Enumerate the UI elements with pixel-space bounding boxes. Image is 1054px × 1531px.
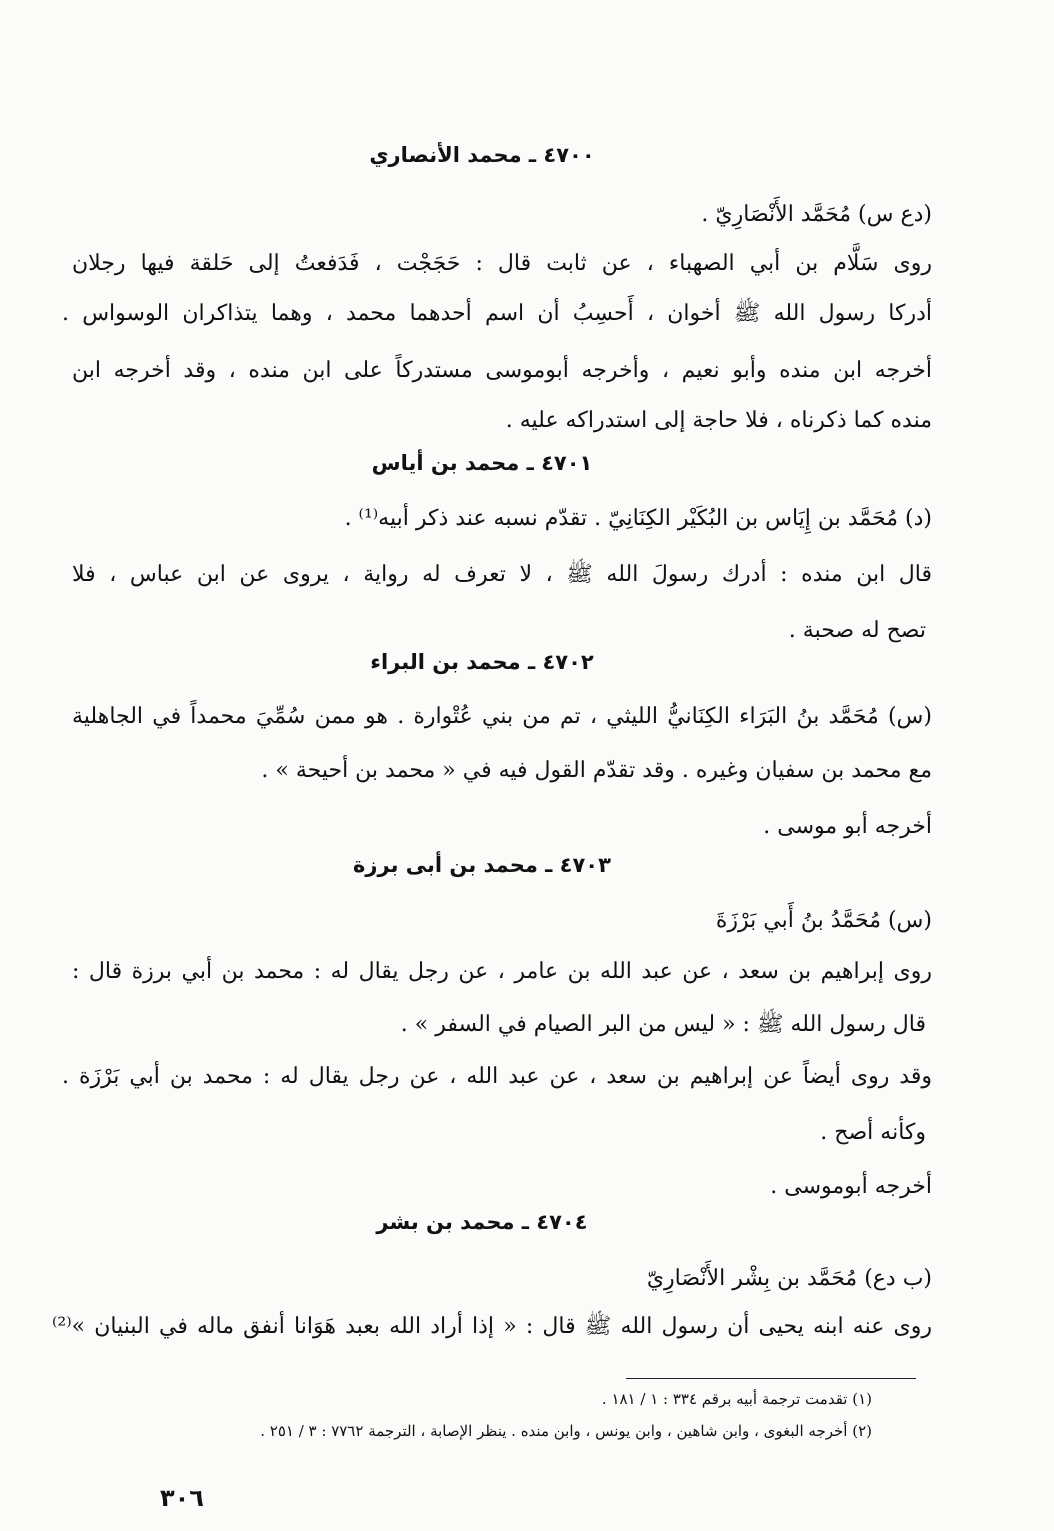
entry-4700-line-3: أدركا رسول الله ﷺ أخوان ، أَحسِبُ أن اسم أحدهما محمد ، وهما يتذاكران الوسواس . — [62, 301, 932, 326]
entry-4700-line-2: روى سَلَّام بن أبي الصهباء ، عن ثابت قال : حَجَجْت ، فَدَفعتُ إلى حَلقة فيها رجلان — [72, 251, 932, 276]
entry-4704-line-1: (ب دع) مُحَمَّد بن بِشْر الأَنْصَارِيّ — [646, 1266, 932, 1291]
footnote-separator — [626, 1378, 916, 1379]
page-number: ٣٠٦ — [160, 1484, 204, 1512]
entry-4702-line-1: (س) مُحَمَّد بنُ البَرَاء الكِنَانيُّ الليثي ، تم من بني عُتْوارة . هو ممن سُمِّيَ محمداً في الجاهلية — [72, 704, 932, 729]
entry-4704-line-2: روى عنه ابنه يحيى أن رسول الله ﷺ قال : « إذا أراد الله بعبد هَوَانا أنفق ماله في البنيان »⁽²⁾ — [52, 1314, 932, 1339]
entry-4701-line-1: (د) مُحَمَّد بن إِيَاس بن البُكَيْر الكِنَانِيّ . تقدّم نسبه عند ذكر أبيه⁽¹⁾ . — [344, 506, 932, 531]
entry-4702-line-2: مع محمد بن سفيان وغيره . وقد تقدّم القول فيه في « محمد بن أحيحة » . — [261, 758, 932, 783]
entry-4700-line-4: أخرجه ابن منده وأبو نعيم ، وأخرجه أبوموسى مستدركاً على ابن منده ، وقد أخرجه ابن — [72, 358, 932, 383]
entry-4703-line-3: قال رسول الله ﷺ : « ليس من البر الصيام في السفر » . — [400, 1012, 926, 1037]
entry-heading-4702: ٤٧٠٢ ـ محمد بن البراء — [370, 650, 594, 674]
entry-4703-line-2: روى إبراهيم بن سعد ، عن عبد الله بن عامر ، عن رجل يقال له : محمد بن أبي برزة قال : — [72, 959, 932, 984]
entry-4700-line-1: (دع س) مُحَمَّد الأَنْصَارِيّ . — [701, 202, 932, 227]
entry-4701-line-2: قال ابن منده : أدرك رسولَ الله ﷺ ، لا تعرف له رواية ، يروى عن ابن عباس ، فلا — [72, 562, 932, 587]
entry-4703-line-4: وقد روى أيضاً عن إبراهيم بن سعد ، عن عبد الله ، عن رجل يقال له : محمد بن أبي بَرْزَة . — [62, 1064, 932, 1089]
entry-heading-4700: ٤٧٠٠ ـ محمد الأنصاري — [369, 143, 595, 167]
footnote-2: (٢) أخرجه البغوى ، وابن شاهين ، وابن يونس ، وابن منده . ينظر الإصابة ، الترجمة ٧٧٦٢ : ٣ / ٢٥١ . — [260, 1422, 872, 1440]
entry-4701-line-3: تصح له صحبة . — [788, 618, 926, 643]
entry-4703-line-5: وكأنه أصح . — [820, 1120, 926, 1145]
entry-heading-4703: ٤٧٠٣ ـ محمد بن أبى برزة — [353, 853, 611, 877]
entry-heading-4701: ٤٧٠١ ـ محمد بن أياس — [371, 451, 593, 475]
footnote-1: (١) تقدمت ترجمة أبيه برقم ٣٣٤ : ١ / ١٨١ . — [601, 1390, 872, 1408]
entry-4702-line-3: أخرجه أبو موسى . — [763, 814, 932, 839]
entry-4700-line-5: منده كما ذكرناه ، فلا حاجة إلى استدراكه عليه . — [505, 408, 932, 433]
entry-4703-line-6: أخرجه أبوموسى . — [770, 1174, 932, 1199]
entry-heading-4704: ٤٧٠٤ ـ محمد بن بشر — [376, 1210, 588, 1234]
entry-4703-line-1: (س) مُحَمَّدُ بنُ أَبي بَرْزَةَ — [715, 908, 932, 933]
